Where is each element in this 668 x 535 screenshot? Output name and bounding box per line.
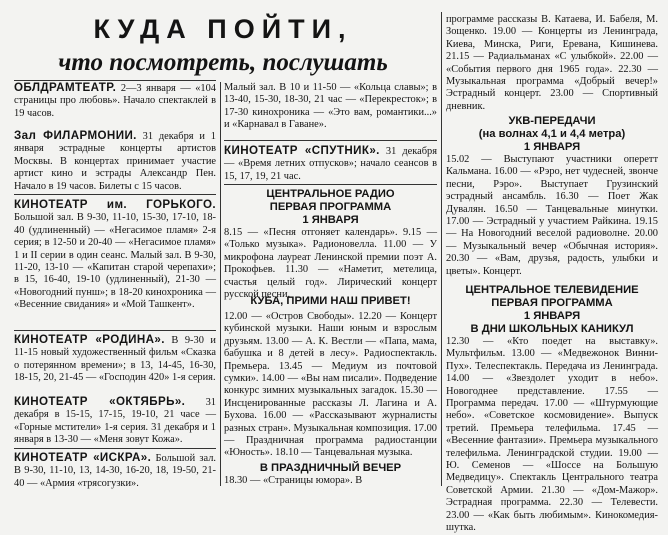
radio-text-continued: программе рассказы В. Катаева, И. Бабеля, М. Зощенко. 19.00 — Концерты из Ленинграда, Киева, Минска, Риги, Еревана, Кишинева. 21.15 — Радиальманах «С улыбкой». 22.00 — «События первого дня 1965 года». 22.30 — Музыкальная программа «Добрый вечер!» Эстрадный концерт. 23.00 — Спортивный дневник. <box>446 14 658 112</box>
listing-oktyabr-cinema <box>14 396 216 447</box>
listing-small-hall <box>224 82 437 132</box>
radio-subheading: ПЕРВАЯ ПРОГРАММА <box>269 201 392 213</box>
column-right <box>446 0 658 534</box>
column-middle <box>224 0 437 486</box>
divider <box>14 194 216 195</box>
cuba-program <box>224 311 437 460</box>
radio-text: 8.15 — «Песня отгоняет календарь». 9.15 — «Только музыка». Радионовелла. 11.00 — У микрофона лауреат Ленинской премии поэт А. Прокофьев. 11.30 — «Наметит, метелица, счастья целый год». Лирический концерт русской песни. <box>224 227 437 301</box>
ukv-heading: УКВ-ПЕРЕДАЧИ <box>508 115 596 127</box>
evening-section <box>224 462 437 487</box>
column-rule <box>220 82 221 486</box>
listing-title: КИНОТЕАТР «ОКТЯБРЬ». <box>14 395 186 408</box>
page-title: КУДА ПОЙТИ, <box>93 14 353 44</box>
tv-subtitle: В ДНИ ШКОЛЬНЫХ КАНИКУЛ <box>470 323 634 335</box>
divider <box>14 448 216 449</box>
listing-philharmonic <box>14 130 216 193</box>
column-left <box>14 0 216 489</box>
listing-text: Большой зал. В 9-30, 11-10, 15-30, 17-10, 18-40 (удлиненный) — «Негасимое пламя» 2-я серия; в 12-50 и 20-40 — «Негасимое пламя» 1 и II серии в один сеанс. Малый зал. В 9-30, 11-20, 13-10 — «Капитан старой черепахи»; в 15, 16-40, 19-10 (удлиненный), 21-30 — «Новогодний пунш»; в 18-20 кинохроника — «Весенние свидания» и «Мой Ташкент». <box>14 212 216 311</box>
listing-text: 31 декабря — «Время летних отпусков»; начало сеансов в 15, 17, 19, 21 час. <box>224 146 437 182</box>
divider <box>14 330 216 331</box>
listing-sputnik-cinema <box>224 145 437 183</box>
listing-title: КИНОТЕАТР им. ГОРЬКОГО. <box>14 198 216 211</box>
evening-text: 18.30 — «Страницы юмора». В <box>224 475 363 486</box>
listing-gorky-cinema <box>14 199 216 312</box>
tv-section <box>446 284 658 535</box>
cuba-text: 12.00 — «Остров Свободы». 12.20 — Концерт кубинской музыки. Наши юным и взрослым друзьям. 13.00 — А. К. Вестли — «Папа, мама, бабушка и 8 детей в лесу». Радиоспектакль. Премьера. 13.45 — Медиум из почтовой сумки». 14.00 — «Вы нам писали». Подведение конкурс зимних музыкальных загадок. 15.30 — Инсценированные рассказы Л. Лагина и А. Бухова. 16.00 — «Рассказывают журналисты разных стран». Музыкальная композиция. 17.00 — Праздничная программа радиостанции «Юность». 18.10 — Танцевальная музыка. <box>224 311 437 459</box>
tv-date: 1 ЯНВАРЯ <box>523 310 581 322</box>
listing-drama-theater <box>14 82 216 120</box>
listing-title: ОБЛДРАМТЕАТР. <box>14 81 117 94</box>
listing-text: Малый зал. В 10 и 11-50 — «Кольца славы»; в 13-40, 15-30, 18-30, 21 час — «Перекресток»; в 17-30 кинохроника — «Это вам, романтики...» и «Карнавал в Гаване». <box>224 82 437 131</box>
listing-text: 31 декабря в 15-15, 17-15, 19-10, 21 часе — «Горные мстители» 1-я серия. 31 декабря и 1 января в 13-30 — «Меня зовут Кожа». <box>14 397 216 446</box>
listing-title: КИНОТЕАТР «РОДИНА». <box>14 333 165 346</box>
listing-text: 31 декабря и 1 января эстрадные концерты артистов Москвы. В концертах принимает участие артист кино и эстрады Александр Пен. Начало в 19 часов. Билеты с 15 часов. <box>14 131 216 192</box>
cuba-section <box>224 295 437 308</box>
radio-section <box>224 188 437 301</box>
radio-heading: ЦЕНТРАЛЬНОЕ РАДИО <box>266 188 395 200</box>
radio-date: 1 ЯНВАРЯ <box>302 214 359 226</box>
divider <box>224 140 437 141</box>
listing-title: КИНОТЕАТР «ИСКРА». <box>14 451 152 464</box>
listing-iskra-cinema <box>14 452 216 490</box>
divider <box>224 184 437 185</box>
ukv-subheading: (на волнах 4,1 и 4,4 метра) <box>478 128 626 140</box>
radio-continued <box>446 14 658 113</box>
listing-text: Большой зал. В 9-30, 11-10, 13, 14-30, 16-20, 18, 19-50, 21-40 — «Армия «трясогузки». <box>14 453 216 489</box>
listing-title: Зал ФИЛАРМОНИИ. <box>14 129 137 142</box>
ukv-section <box>446 115 658 278</box>
tv-heading: ЦЕНТРАЛЬНОЕ ТЕЛЕВИДЕНИЕ <box>465 284 639 296</box>
ukv-date: 1 ЯНВАРЯ <box>523 141 581 153</box>
tv-subheading: ПЕРВАЯ ПРОГРАММА <box>491 297 613 309</box>
listing-title: КИНОТЕАТР «СПУТНИК». <box>224 144 380 157</box>
evening-heading: В ПРАЗДНИЧНЫЙ ВЕЧЕР <box>259 462 402 474</box>
tv-text: 12.30 — «Кто поедет на выставку». Мультфильм. 13.00 — «Медвежонок Винни-Пух». Телеспектакль. Передача из Ленинграда. 14.00 — «Звездолет уходит в небо». Новогоднее представление. 17.55 — Программа передач. 17.00 — «Штурмующие небо». «Советское космовидение». Выпуск третий. Премьера телефильма. 17.45 — «Весенние фантазии». Премьера музыкального телефильма. Ленинградской студии. 19.00 — Ю. Семенов — «Шоссе на Большую Медведицу». Спектакль Центрального театра Советской Армии. 21.30 — «Дом-Мажор». Эстрадная программа. 22.30 — Телевести. 23.00 — «Как быть любимым». Кинокомедия-шутка. <box>446 336 658 534</box>
listing-text: 2—3 января — «104 страницы про любовь». Начало спектаклей в 19 часов. <box>14 83 216 119</box>
page-subtitle: что посмотреть, послушать <box>58 49 388 76</box>
cuba-heading: КУБА, ПРИМИ НАШ ПРИВЕТ! <box>250 295 411 307</box>
column-rule <box>441 12 442 486</box>
ukv-text: 15.02 — Выступают участники оперетт Кальмана. 16.00 — «Рэро, нет чудесней, звонче песни, Рэро». Выступает Грузинский эстрадный ансамбль. 16.30 — Поет Жак Дувалян. 16.50 — Танцевальные минутки. 17.00 — Эстрадный у участием Райкина. 19.15 — На Новогодний веселой радиоволне. 20.00 — Музыкальный вечер «Обычная история». 20.30 — «Вам, друзья, радость, улыбки и цветы». Концерт. <box>446 154 658 277</box>
listing-text: В 9-30 и 11-15 новый художественный фильм «Сказка о потерянном времени»; в 13, 14-45, 16-30, 18-15, 20, 21-45 — «Господин 420» 1-я серия. <box>14 335 216 384</box>
listing-rodina-cinema <box>14 334 216 385</box>
